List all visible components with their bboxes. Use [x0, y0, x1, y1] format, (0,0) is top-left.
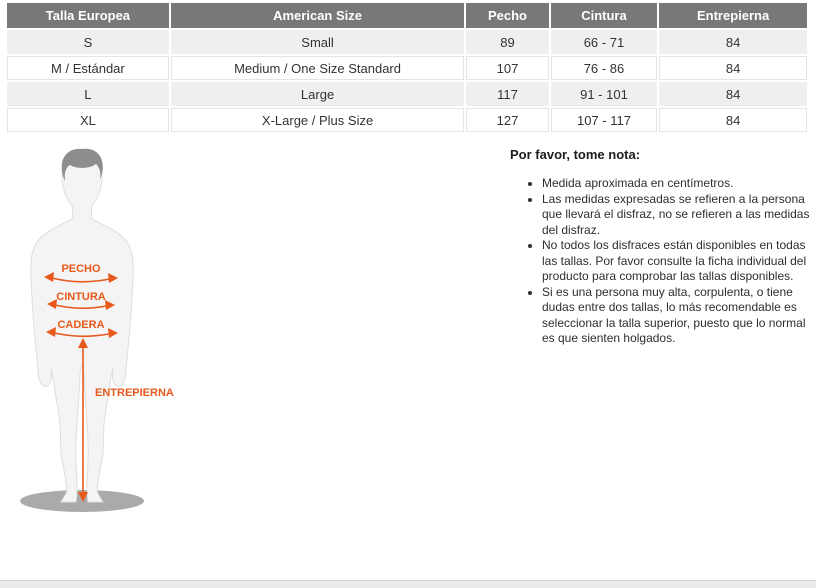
- horizontal-scrollbar[interactable]: [0, 580, 816, 588]
- note-item: • No todos los disfraces están disponibles en todas las tallas. Por favor consulte la ficha individual del producto para comprobar las tallas disponibles.: [542, 238, 812, 285]
- column-header-american-size: American Size: [171, 3, 464, 28]
- cell-american-size: Large: [171, 82, 464, 106]
- notes-list: [510, 176, 812, 347]
- cell-american-size: X-Large / Plus Size: [171, 108, 464, 132]
- cell-pecho: 107: [466, 56, 548, 80]
- cell-entrepierna: 84: [659, 82, 807, 106]
- hip-label: CADERA: [57, 319, 105, 331]
- waist-label: CINTURA: [56, 291, 106, 303]
- table-row-s: [7, 30, 807, 54]
- table-row-xl: [7, 108, 807, 132]
- cell-talla: S: [7, 30, 169, 54]
- cell-american-size: Small: [171, 30, 464, 54]
- cell-cintura: 66 - 71: [551, 30, 658, 54]
- cell-entrepierna: 84: [659, 30, 807, 54]
- cell-talla: L: [7, 82, 169, 106]
- chest-label: PECHO: [61, 263, 101, 275]
- column-header-cintura: Cintura: [551, 3, 658, 28]
- table-row-m: [7, 56, 807, 80]
- cell-pecho: 117: [466, 82, 548, 106]
- cell-pecho: 89: [466, 30, 548, 54]
- note-item: • Las medidas expresadas se refieren a la persona que llevará el disfraz, no se refieren a las medidas del disfraz.: [542, 192, 812, 239]
- cell-talla: XL: [7, 108, 169, 132]
- body-measurement-diagram: [0, 145, 250, 540]
- cell-cintura: 76 - 86: [551, 56, 658, 80]
- notes-title: Por favor, tome nota:: [510, 147, 641, 162]
- cell-entrepierna: 84: [659, 56, 807, 80]
- inseam-label: ENTREPIERNA: [95, 387, 174, 399]
- column-header-pecho: Pecho: [466, 3, 548, 28]
- notes-panel: [510, 147, 812, 347]
- cell-talla: M / Estándar: [7, 56, 169, 80]
- cell-american-size: Medium / One Size Standard: [171, 56, 464, 80]
- size-table: [5, 1, 809, 134]
- cell-pecho: 127: [466, 108, 548, 132]
- note-item: • Medida aproximada en centímetros.: [542, 176, 812, 192]
- cell-entrepierna: 84: [659, 108, 807, 132]
- column-header-entrepierna: Entrepierna: [659, 3, 807, 28]
- table-header-row: [7, 3, 807, 28]
- cell-cintura: 107 - 117: [551, 108, 658, 132]
- note-item: • Si es una persona muy alta, corpulenta, o tiene dudas entre dos tallas, lo más recomendable es seleccionar la talla superior, puesto que lo normal es que sienten holgados.: [542, 285, 812, 347]
- column-header-talla-europea: Talla Europea: [7, 3, 169, 28]
- table-row-l: [7, 82, 807, 106]
- cell-cintura: 91 - 101: [551, 82, 658, 106]
